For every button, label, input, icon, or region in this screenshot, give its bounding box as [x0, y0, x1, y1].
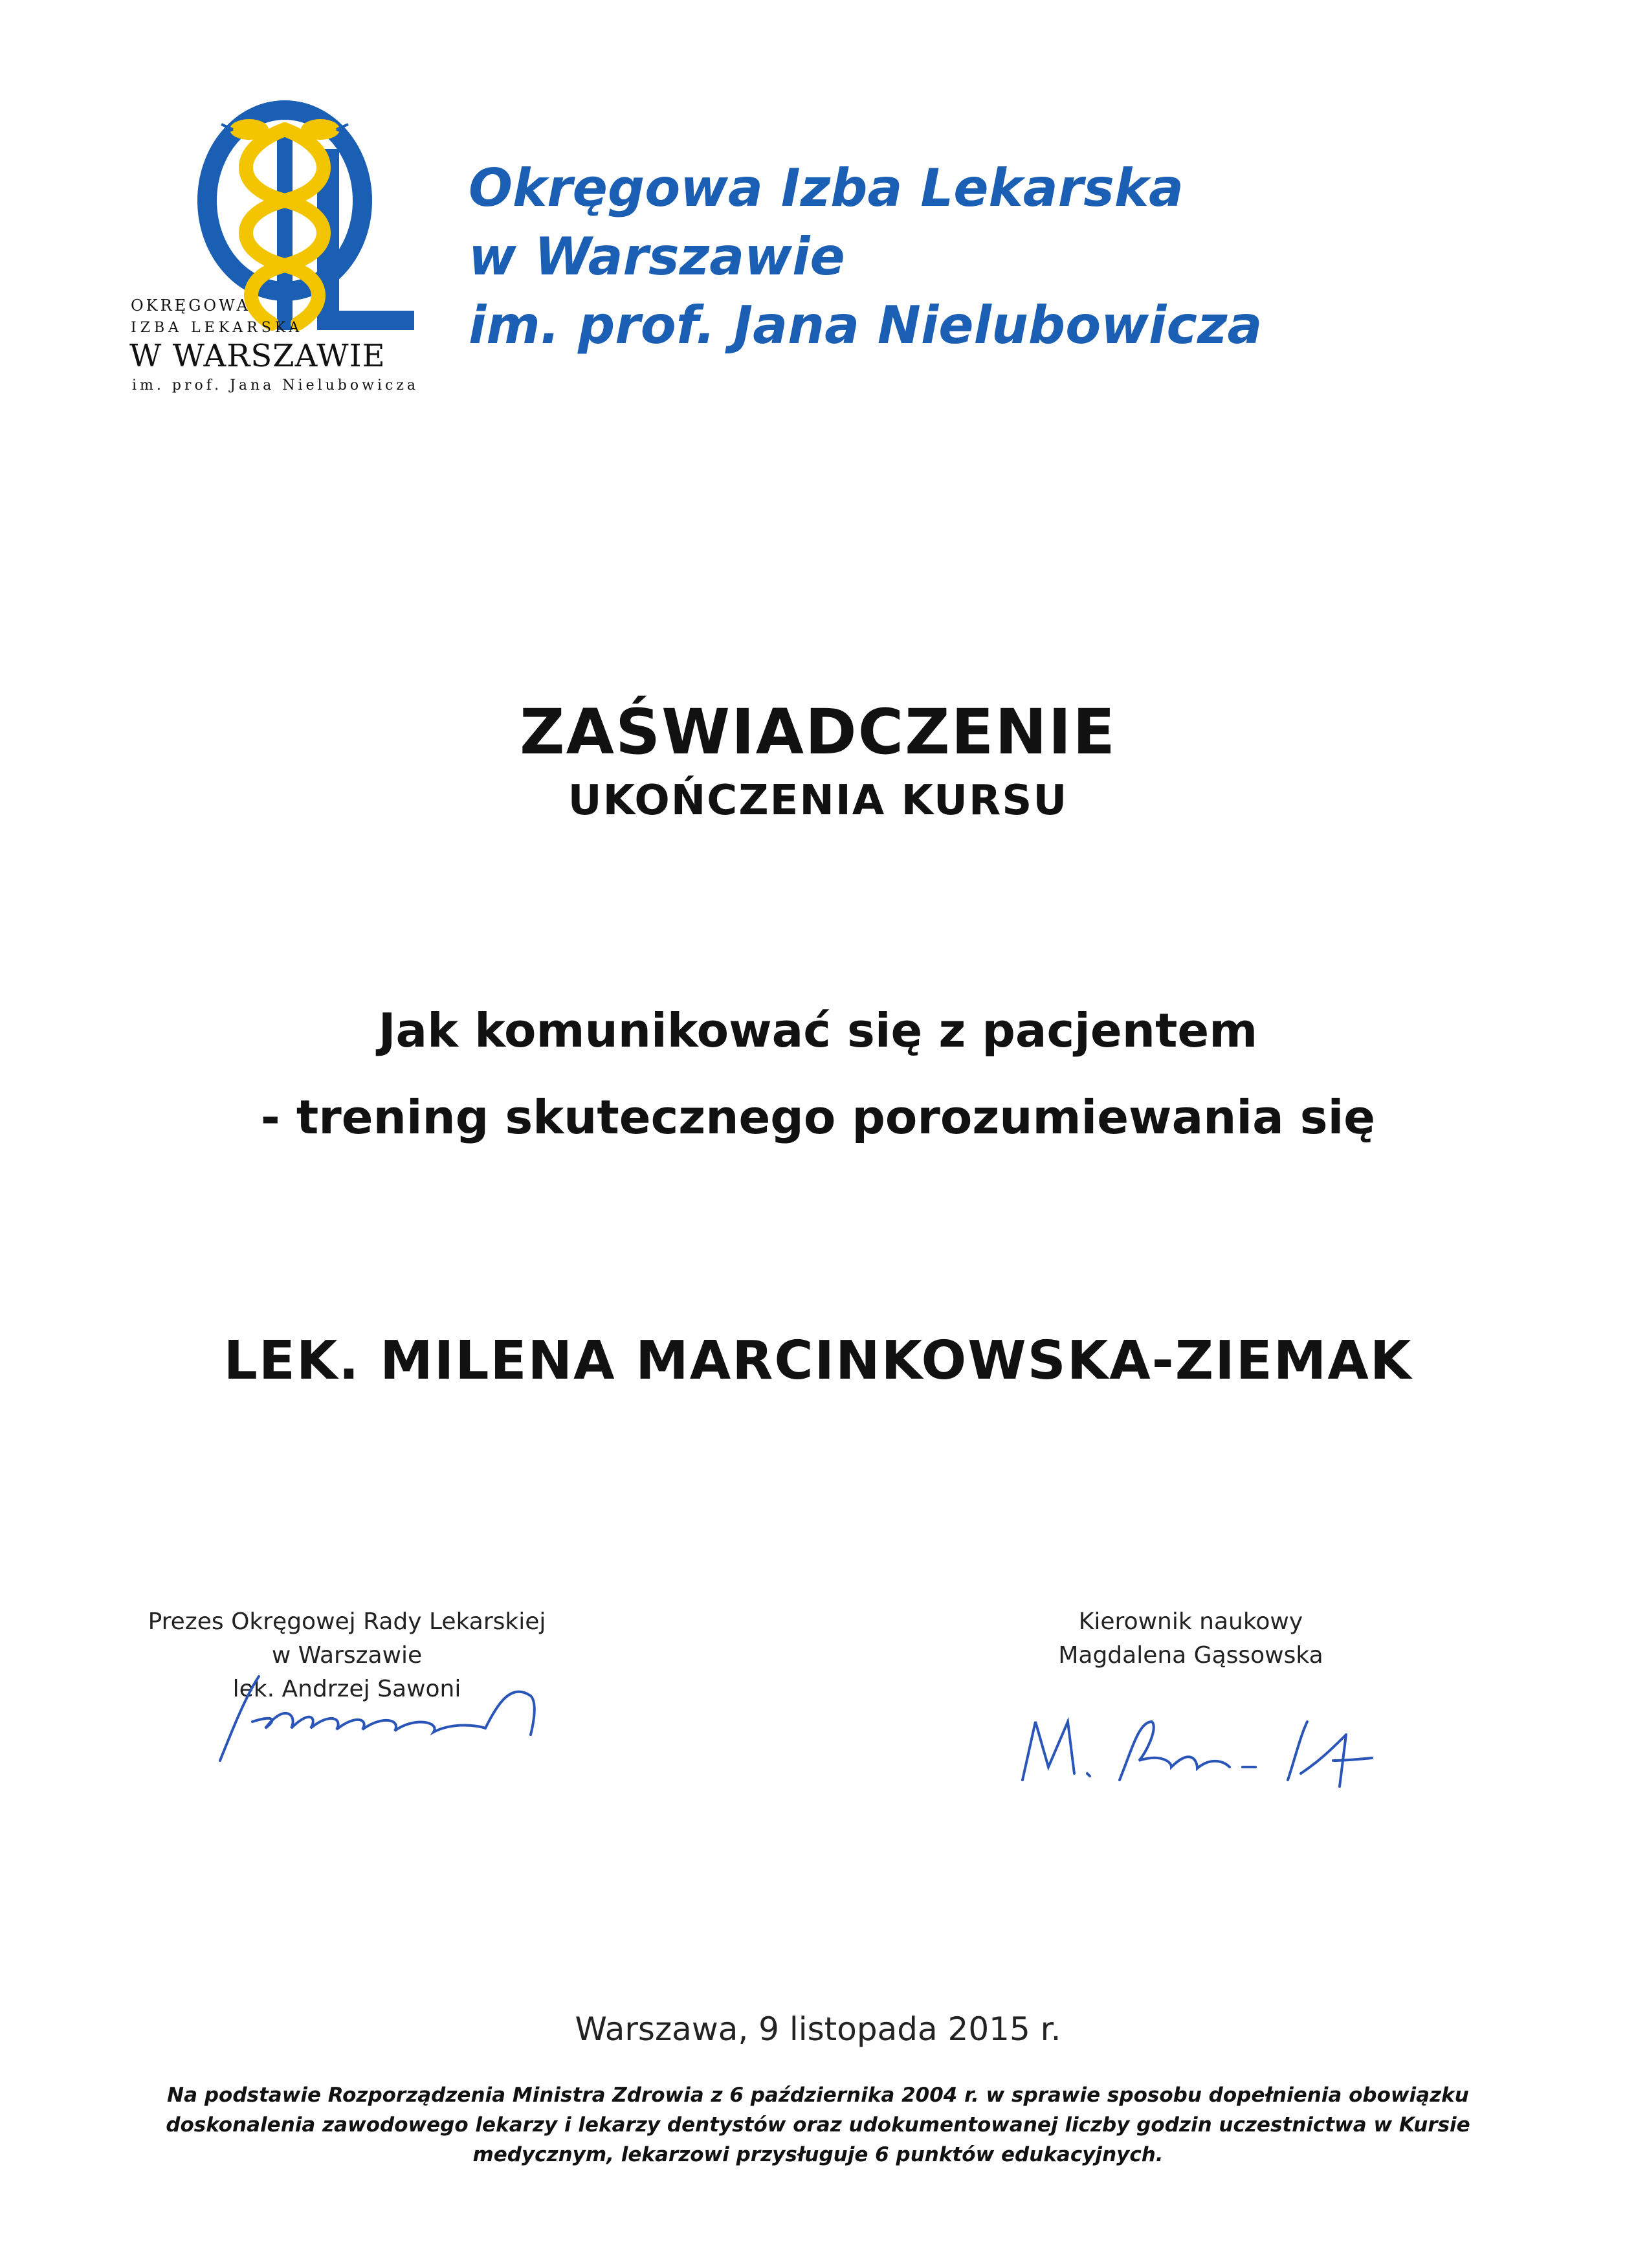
signatory-left-city: w Warszawie [271, 1642, 423, 1669]
logo-text-line4: im. prof. Jana Nielubowicza [132, 377, 419, 394]
chamber-name-line: Okręgowa Izba Lekarska [469, 158, 1184, 218]
course-name-line: - trening skutecznego porozumiewania się [260, 1090, 1376, 1144]
issue-date: Warszawa, 9 listopada 2015 r. [575, 2010, 1061, 2048]
logo-text-line1: OKRĘGOWA [131, 296, 250, 315]
signature-right [1010, 1696, 1398, 1812]
certificate-title: ZAŚWIADCZENIE [520, 696, 1116, 768]
course-name-line: Jak komunikować się z pacjentem [378, 1003, 1258, 1058]
signatory-left-name: lek. Andrzej Sawoni [232, 1676, 461, 1702]
logo-text-line3: W WARSZAWIE [129, 338, 386, 374]
chamber-name [469, 154, 1262, 360]
certificate-subtitle: UKOŃCZENIA KURSU [568, 777, 1068, 825]
signature-left [207, 1657, 569, 1773]
chamber-name-line: w Warszawie [469, 227, 845, 287]
signatory-right-role: Kierownik naukowy [1078, 1608, 1303, 1635]
signatory-right-name: Magdalena Gąssowska [1058, 1642, 1323, 1669]
chamber-logo [123, 91, 459, 401]
course-name [0, 987, 1636, 1161]
signatory-left-role: Prezes Okręgowej Rady Lekarskiej [148, 1608, 546, 1635]
logo-text-line2: IZBA LEKARSKA [131, 320, 304, 336]
recipient-name: LEK. MILENA MARCINKOWSKA-ZIEMAK [223, 1330, 1413, 1392]
chamber-name-line: im. prof. Jana Nielubowicza [469, 295, 1263, 355]
signatory-right [1010, 1605, 1372, 1673]
legal-footnote: Na podstawie Rozporządzenia Ministra Zdrowia z 6 października 2004 r. w sprawie sposobu dopełnienia obowiązku doskonalenia zawodowego lekarzy i lekarzy dentystów oraz udokumentowanej liczby godzin uczestnictwa w Kursie medycznym, lekarzowi przysługuje 6 punktów edukacyjnych. [166, 2084, 1470, 2166]
